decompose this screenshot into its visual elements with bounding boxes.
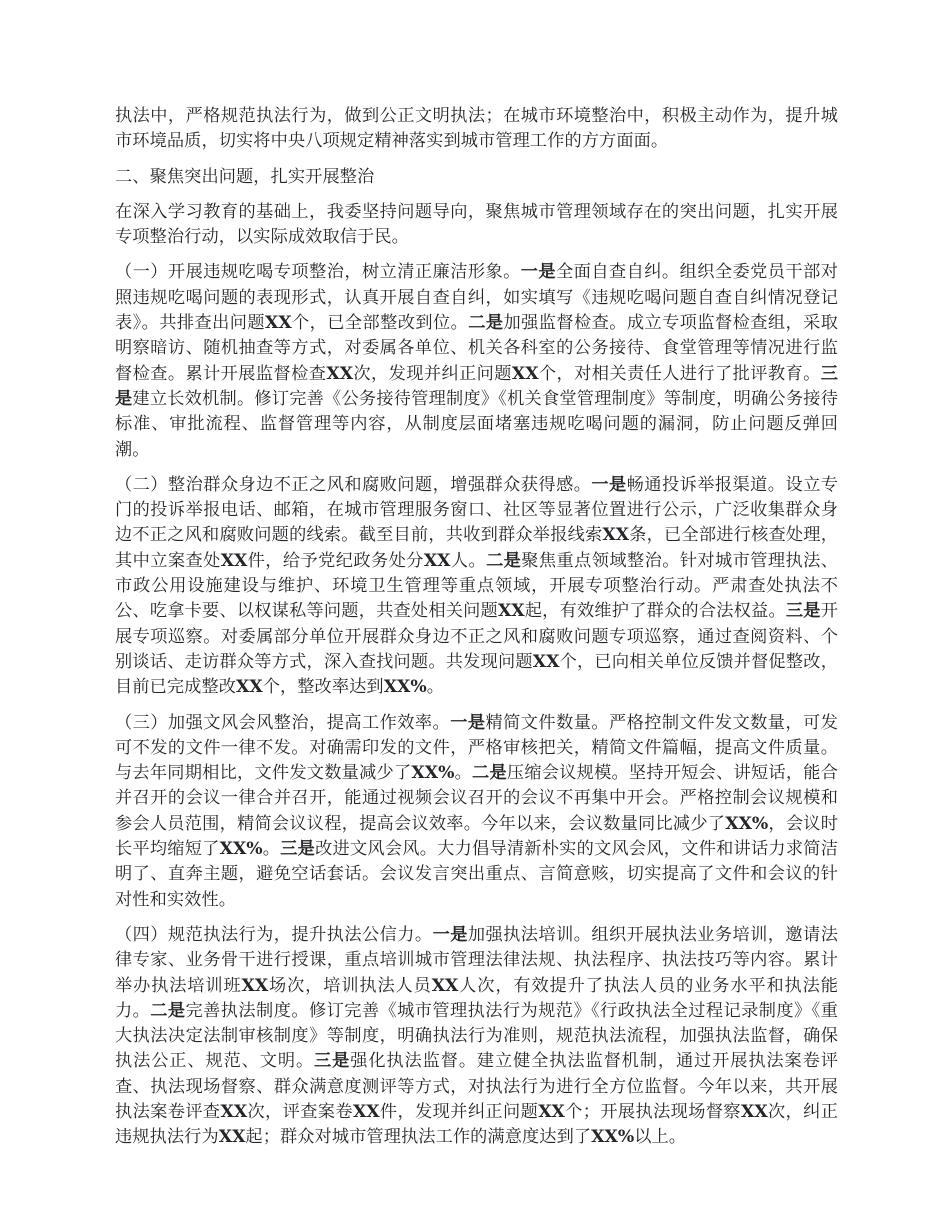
text-run: 。 <box>262 839 281 860</box>
document-body <box>115 104 838 1151</box>
placeholder-number: XX <box>265 313 292 334</box>
text-run: 次，发现并纠正问题 <box>353 363 512 384</box>
placeholder-number: XX <box>532 651 560 672</box>
text-run: 场次，培训执法人员 <box>268 975 432 996</box>
text-run: 改进文风会风。大力倡导清新朴实的文风会风，文件和讲话力求简洁明了、直奔主题，避免空话套话。会议发言突出重点、言简意赅，切实提高了文件和会议的针对性和实效性。 <box>115 839 838 910</box>
text-run: 精简文件数量。严格控制文件发文数量，可发可不发的文件一律不发。对确需印发的文件，严格审核把关，精简文件篇幅，提高文件质量。与去年同期相比，文件发文数量减少了 <box>115 712 838 784</box>
text-run: 人次，有效提升了执法人员的业务水平和执法能力。 <box>115 975 838 1021</box>
placeholder-number: XX <box>220 550 248 571</box>
text-run: 个，对相关责任人进行了批评教育。 <box>538 363 821 384</box>
text-run: 个；开展执法现场督察 <box>564 1101 741 1122</box>
placeholder-number: XX <box>236 677 263 698</box>
text-run: 全面自查自纠。组织全委党员干部对照违规吃喝问题的表现形式，认真开展自查自纠，如实填写《违规吃喝问题自查自纠情况登记表》。共排查出问题 <box>115 262 839 334</box>
placeholder-number: XX <box>431 975 459 996</box>
text-run: 。 <box>454 763 473 784</box>
body-paragraph <box>115 923 838 1151</box>
text-run: 开展专项巡察。对委属部分单位开展群众身边不正之风和腐败问题专项巡察，通过查阅资料、个别谈话、走访群众等方式，深入查找问题。共发现问题 <box>115 601 838 672</box>
text-run: 建立长效机制。修订完善《公务接待管理制度》《机关食堂管理制度》等制度，明确公务接待标准、审批流程、监督管理等内容，从制度层面堵塞违规吃喝问题的漏洞，防止问题反弹回潮。 <box>115 388 838 460</box>
emphasis-marker: 二是 <box>468 313 504 334</box>
text-run: 起；群众对城市管理执法工作的满意度达到了 <box>245 1127 592 1148</box>
text-run: 。 <box>426 677 445 698</box>
text-run: 以上。 <box>634 1127 687 1148</box>
emphasis-marker: 三是 <box>785 601 821 622</box>
text-run: 次，纠正违规执法行为 <box>115 1101 838 1148</box>
placeholder-number: XX <box>497 601 525 622</box>
body-paragraph: 在深入学习教育的基础上，我委坚持问题导向，聚焦城市管理领域存在的突出问题，扎实开展专项整治行动，以实际成效取信于民。 <box>115 201 838 248</box>
text-run: 个，已向相关单位反馈并督促整改，目前已完成整改 <box>115 651 838 698</box>
placeholder-number: XX <box>602 525 630 546</box>
text-run: ，会议时长平均缩短了 <box>115 813 838 860</box>
text-run: 人。 <box>450 550 487 571</box>
emphasis-marker: 一是 <box>432 924 468 945</box>
body-paragraph <box>115 711 838 913</box>
text-run: 聚焦重点领域整治。针对城市管理执法、市政公用设施建设与维护、环境卫生管理等重点领域，开展专项整治行动。严肃查处执法不公、吃拿卡要、以权谋私等问题，共查处相关问题 <box>115 550 839 622</box>
text-run: 加强监督检查。成立专项监督检查组，采取明察暗访、随机抽查等方式，对委属各单位、机关各科室的公务接待、食堂管理等情况进行监督检查。累计开展监督检查 <box>115 313 838 384</box>
text-run: （二）整治群众身边不正之风和腐败问题，增强群众获得感。 <box>115 474 592 495</box>
placeholder-number: XX <box>423 550 451 571</box>
placeholder-number: XX <box>511 363 539 384</box>
text-run: 压缩会议规模。坚持开短会、讲短话，能合并召开的会议一律合并召开，能通过视频会议召开的会议不再集中开会。严格控制会议规模和参会人员范围，精简会议议程，提高会议效率。今年以来，会议数量同比减少了 <box>115 763 839 834</box>
placeholder-number: XX <box>218 1127 246 1148</box>
body-paragraph <box>115 260 838 462</box>
text-run: 起，有效维护了群众的合法权益。 <box>524 601 786 622</box>
section-heading: 二、聚焦突出问题，扎实开展整治 <box>115 166 375 187</box>
placeholder-number: XX <box>740 1101 768 1122</box>
placeholder-number: XX <box>326 363 354 384</box>
placeholder-number: XX <box>538 1101 565 1122</box>
placeholder-number: XX <box>241 975 269 996</box>
placeholder-number: XX% <box>383 677 427 698</box>
emphasis-marker: 一是 <box>520 262 557 283</box>
text-run: 个，已全部整改到位。 <box>291 313 469 334</box>
text-run: 个，整改率达到 <box>262 677 384 698</box>
body-paragraph <box>115 473 838 701</box>
placeholder-number: XX <box>220 1101 248 1122</box>
emphasis-marker: 二是 <box>150 1000 186 1021</box>
emphasis-marker: 三是 <box>115 363 839 409</box>
placeholder-number: XX% <box>411 763 455 784</box>
text-run: 强化执法监督。建立健全执法监督机制，通过开展执法案卷评查、执法现场督察、群众满意度测评等方式，对执法行为进行全方位监督。今年以来，共开展执法案卷评查 <box>115 1051 839 1122</box>
placeholder-number: XX% <box>725 813 769 834</box>
body-paragraph: 执法中，严格规范执法行为，做到公正文明执法；在城市环境整治中，积极主动作为，提升城市环境品质，切实将中央八项规定精神落实到城市管理工作的方方面面。 <box>115 106 838 152</box>
emphasis-marker: 二是 <box>472 763 507 784</box>
placeholder-number: XX% <box>219 839 263 860</box>
emphasis-marker: 三是 <box>314 1051 351 1072</box>
text-run: 畅通投诉举报渠道。设立专门的投诉举报电话、邮箱，在城市管理服务窗口、社区等显著位置进行公示，广泛收集群众身边不正之风和腐败问题的线索。截至目前，共收到群众举报线索 <box>115 474 839 546</box>
text-run: （四）规范执法行为，提升执法公信力。 <box>115 924 433 945</box>
text-run: 次，评查案卷 <box>247 1101 353 1122</box>
text-run: 完善执法制度。修订完善《城市管理执法行为规范》《行政执法全过程记录制度》《重大执法决定法制审核制度》等制度，明确执法行为准则，规范执法流程，加强执法监督，确保执法公正、规范、文明。 <box>115 1000 838 1072</box>
emphasis-marker: 三是 <box>280 839 316 860</box>
emphasis-marker: 二是 <box>486 550 522 571</box>
emphasis-marker: 一是 <box>591 474 627 495</box>
text-run: 加强执法培训。组织开展执法业务培训，邀请法律专家、业务骨干进行授课，重点培训城市管理法律法规、执法程序、执法技巧等内容。累计举办执法培训班 <box>115 924 838 996</box>
text-run: （三）加强文风会风整治，提高工作效率。 <box>115 712 451 733</box>
text-run: 件，发现并纠正问题 <box>379 1101 539 1122</box>
text-run: 条，已全部进行核查处理，其中立案查处 <box>115 525 838 571</box>
placeholder-number: XX% <box>591 1127 635 1148</box>
placeholder-number: XX <box>352 1101 380 1122</box>
text-run: 件，给予党纪政务处分 <box>247 550 424 571</box>
text-run: （一）开展违规吃喝专项整治，树立清正廉洁形象。 <box>115 262 521 283</box>
emphasis-marker: 一是 <box>450 712 486 733</box>
